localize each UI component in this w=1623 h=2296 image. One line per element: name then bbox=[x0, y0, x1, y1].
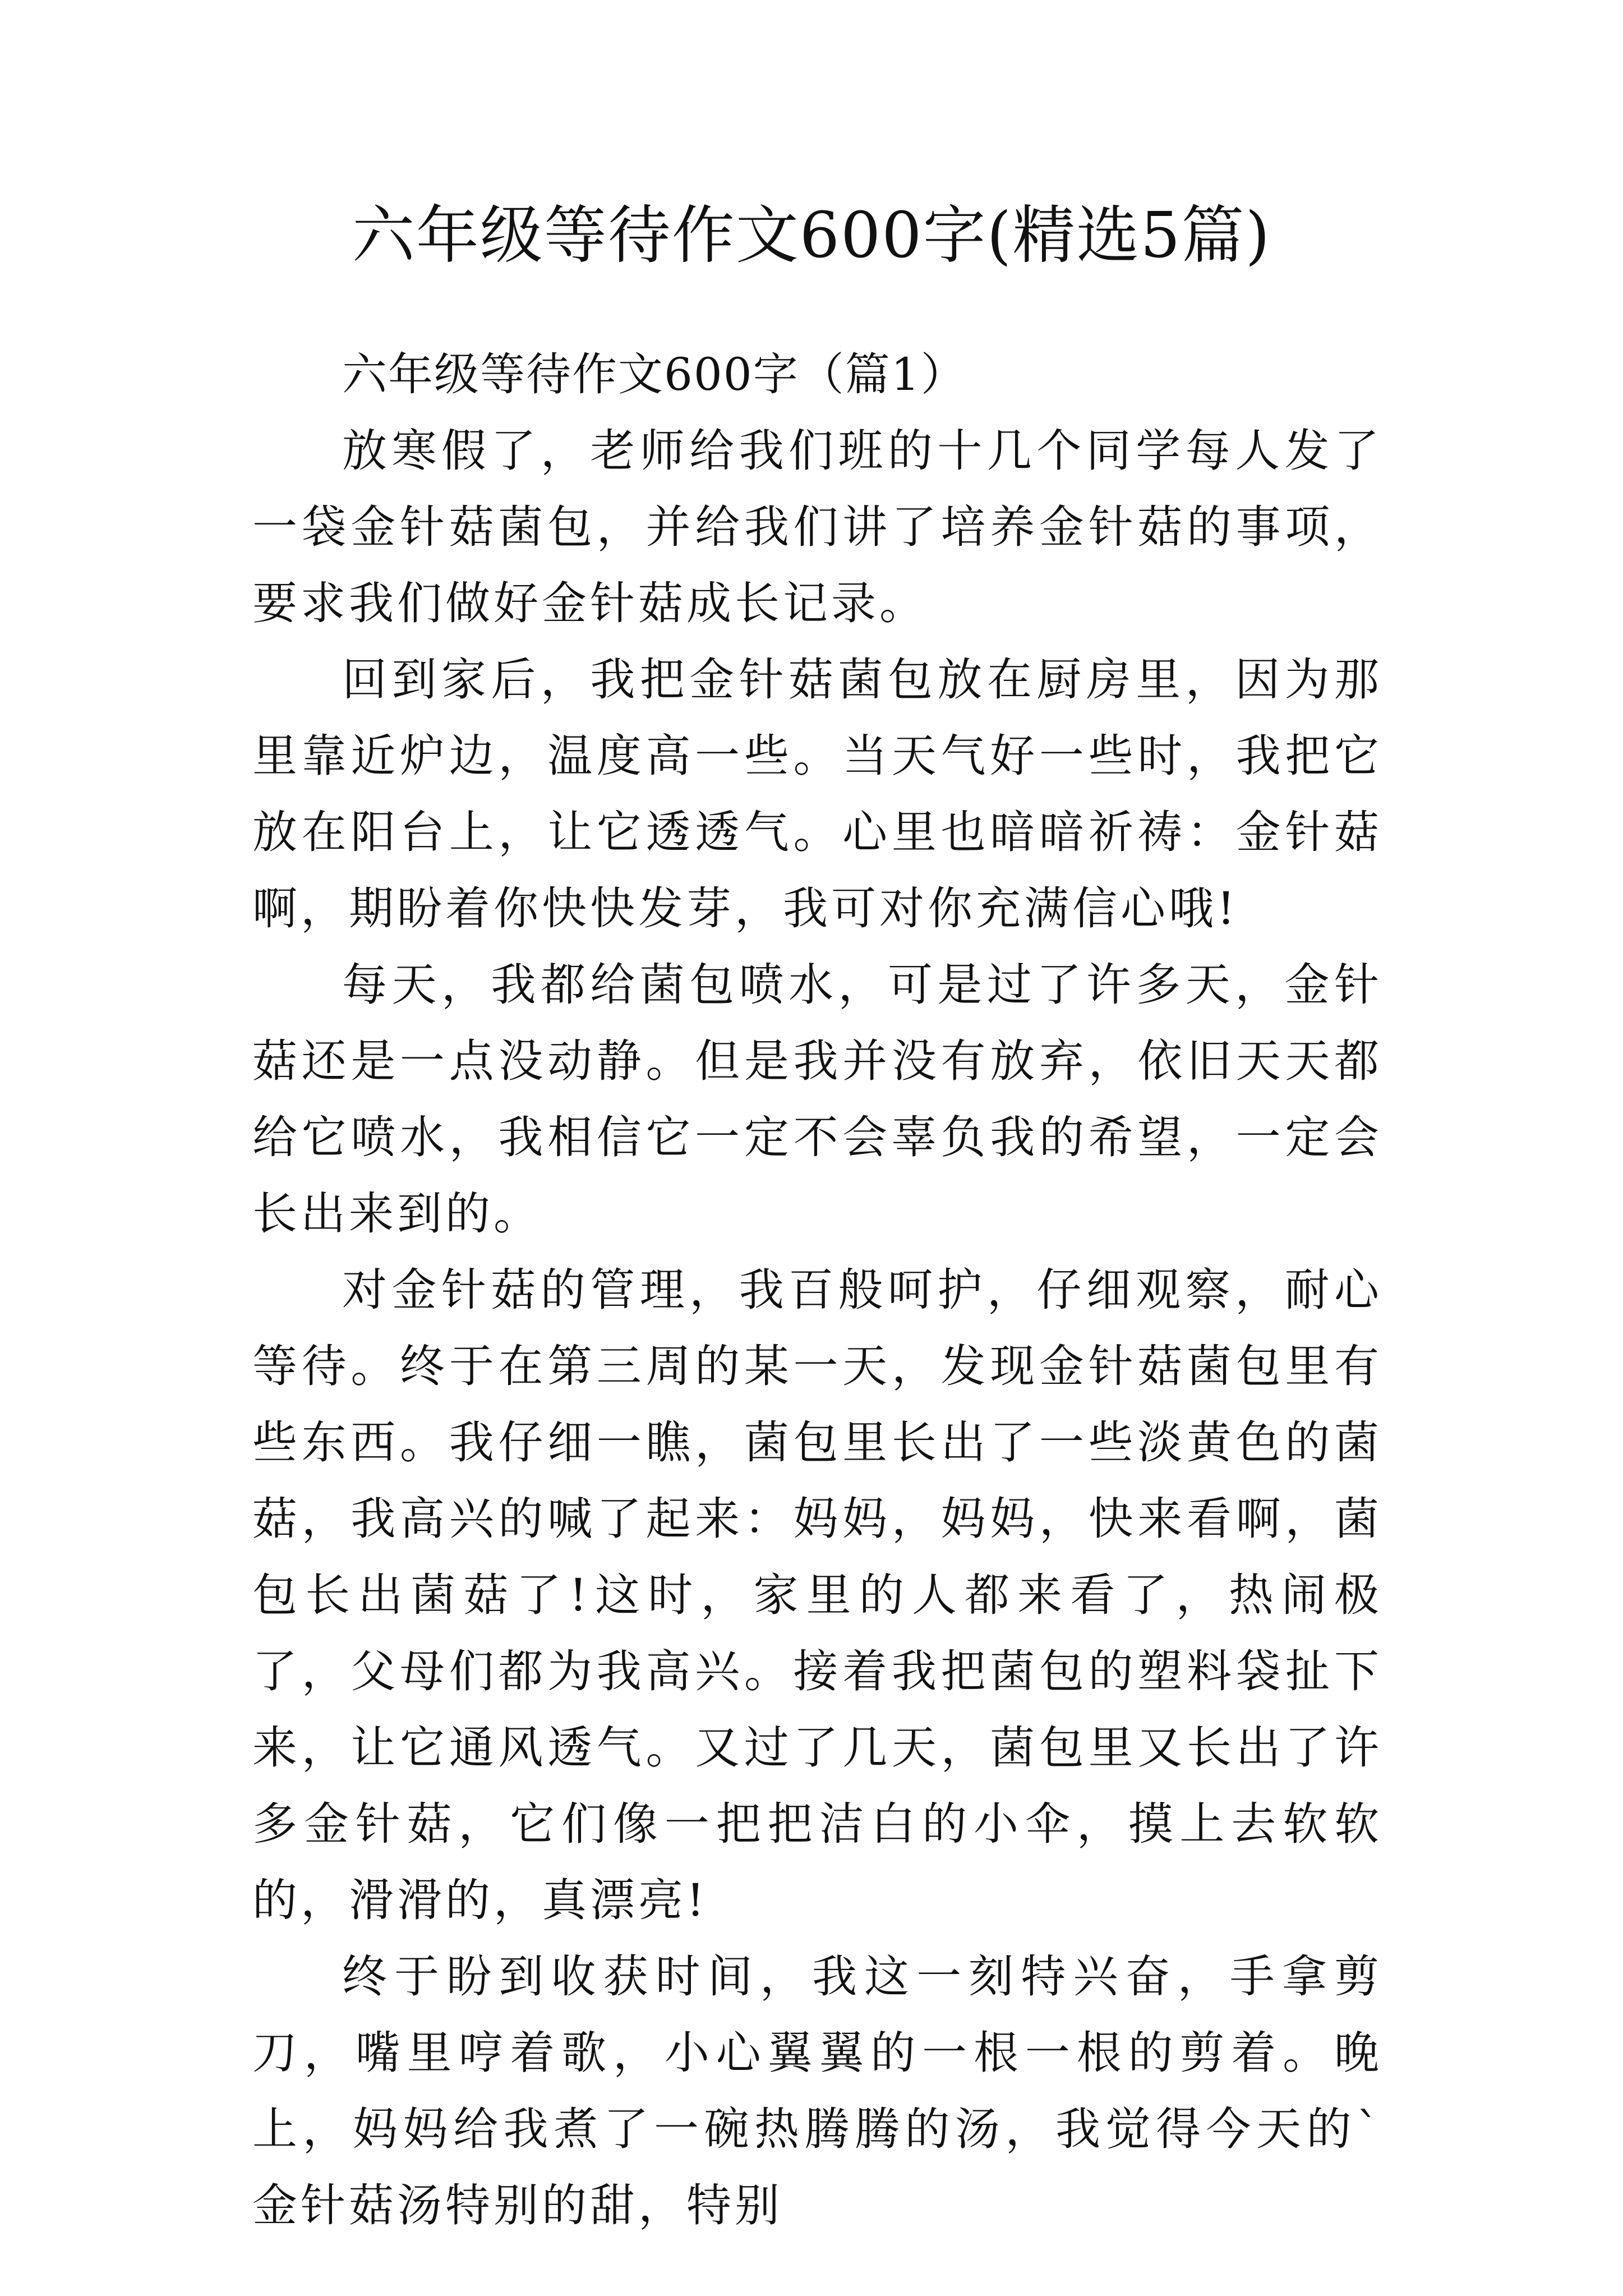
document-title: 六年级等待作文600字(精选5篇) bbox=[352, 199, 1271, 272]
section-heading: 六年级等待作文600字（篇1） bbox=[342, 348, 967, 401]
paragraph: 对金针菇的管理，我百般呵护，仔细观察，耐心等待。终于在第三周的某一天，发现金针菇菌包里有些东西。我仔细一瞧，菌包里长出了一些淡黄色的菌菇，我高兴的喊了起来：妈妈，妈妈，快来看啊，菌包长出菌菇了!这时，家里的人都来看了，热闹极了，父母们都为我高兴。接着我把菌包的塑料袋扯下来，让它通风透气。又过了几天，菌包里又长出了许多金针菇，它们像一把把洁白的小伞，摸上去软软的，滑滑的，真漂亮! bbox=[252, 1264, 1382, 1926]
paragraph: 每天，我都给菌包喷水，可是过了许多天，金针菇还是一点没动静。但是我并没有放弃，依旧天天都给它喷水，我相信它一定不会辜负我的希望，一定会长出来到的。 bbox=[252, 959, 1382, 1240]
paragraph: 放寒假了，老师给我们班的十几个同学每人发了一袋金针菇菌包，并给我们讲了培养金针菇的事项，要求我们做好金针菇成长记录。 bbox=[252, 425, 1382, 629]
paragraph: 回到家后，我把金针菇菌包放在厨房里，因为那里靠近炉边，温度高一些。当天气好一些时，我把它放在阳台上，让它透透气。心里也暗暗祈祷：金针菇啊，期盼着你快快发芽，我可对你充满信心哦! bbox=[252, 654, 1382, 935]
document-body bbox=[252, 337, 1382, 2244]
paragraph: 终于盼到收获时间，我这一刻特兴奋，手拿剪刀，嘴里哼着歌，小心翼翼的一根一根的剪着。晚上，妈妈给我煮了一碗热腾腾的汤，我觉得今天的`金针菇汤特别的甜，特别 bbox=[252, 1950, 1382, 2231]
